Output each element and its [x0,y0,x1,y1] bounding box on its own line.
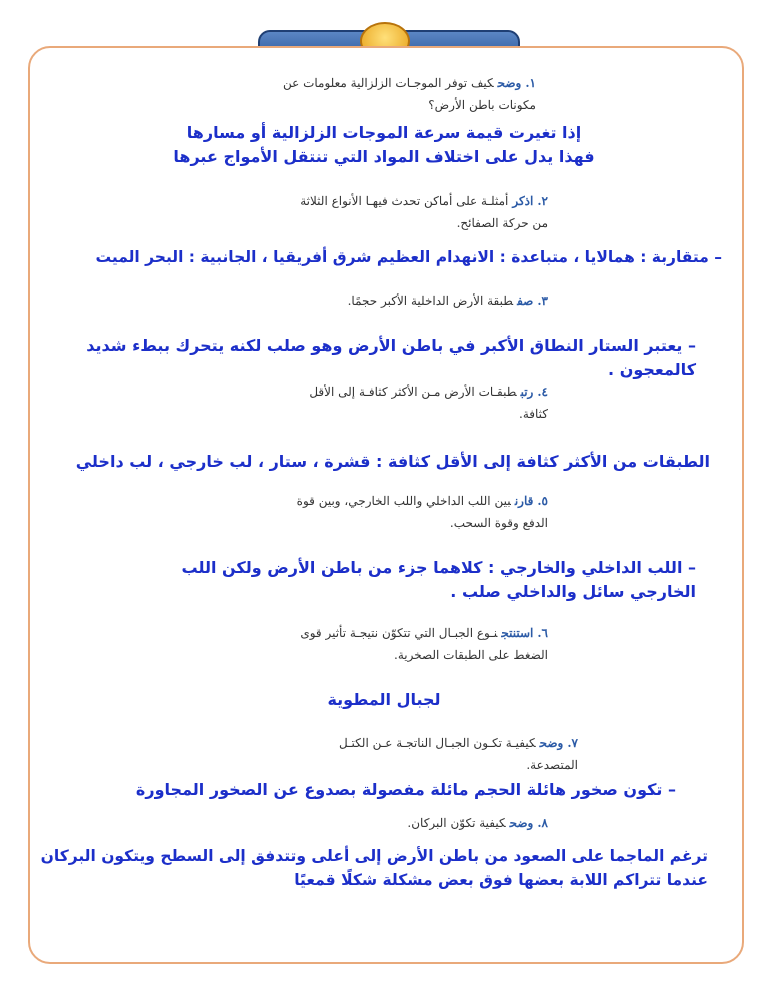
question-number: ٦. [537,626,548,640]
question-5 [297,490,548,534]
question-4 [309,381,548,425]
question-number: ٤. [537,385,548,399]
question-text: طبقة الأرض الداخلية الأكبر حجمًا. [347,294,514,308]
question-1 [283,72,536,116]
answer-line: عندما تتراكم اللابة بعضها فوق بعض مشكلة شكلًا قمعيًا [294,871,708,889]
answer-line: ترغم الماجما على الصعود من باطن الأرض إلى أعلى وتتدفق إلى السطح ويتكون البركان [40,847,708,865]
question-text-cont: الضغط على الطبقات الصخرية. [394,648,548,662]
answer-line: الخارجي سائل والداخلي صلب . [450,582,696,601]
question-3 [348,290,548,312]
answer-3 [86,334,696,382]
question-text-cont: المتصدعة. [526,758,578,772]
question-number: ٢. [537,194,548,208]
question-number: ٨. [537,816,548,830]
question-7 [339,732,578,776]
question-2 [300,190,548,234]
question-text: كيف توفر الموجـات الزلزالية معلومات عن [282,76,494,90]
question-verb: قارن [514,494,534,508]
answer-line: فهذا يدل على اختلاف المواد التي تنتقل الأمواج عبرها [173,147,595,166]
answer-4: الطبقات من الأكثر كثافة إلى الأقل كثافة : قشرة ، ستار ، لب خارجي ، لب داخلي [75,452,710,471]
question-text-cont: مكونات باطن الأرض؟ [428,98,536,112]
question-text: نـوع الجبـال التي تتكوّن نتيجـة تأثير قوى [300,626,498,640]
answer-7: – تكون صخور هائلة الحجم مائلة مفصولة بصدوع عن الصخور المجاورة [135,780,676,799]
question-text: كيفيـة تكـون الجبـال الناتجـة عـن الكتـل [338,736,536,750]
question-verb: وضح [539,736,564,750]
question-text: أمثلـة على أماكن تحدث فيهـا الأنواع الثلاثة [300,194,509,208]
question-number: ٧. [567,736,578,750]
question-number: ٥. [537,494,548,508]
question-verb: صف [517,294,534,308]
question-text-cont: الدفع وقوة السحب. [449,516,548,530]
answer-6: لجبال المطوية [327,690,441,709]
question-8 [407,812,548,834]
question-verb: استنتج [501,626,534,640]
answer-8 [41,844,708,892]
answer-line: – يعتبر الستار النطاق الأكبر في باطن الأرض وهو صلب لكنه يتحرك ببطء شديد [86,336,696,355]
answer-5 [182,556,697,604]
question-text: بين اللب الداخلي واللب الخارجي، وبين قوة [296,494,511,508]
answer-line: كالمعجون . [608,360,696,379]
answer-line: – اللب الداخلي والخارجي : كلاهما جزء من باطن الأرض ولكن اللب [181,558,696,577]
question-text: طبقـات الأرض مـن الأكثر كثافـة إلى الأقل [309,385,517,399]
answer-2: – متقاربة : همالايا ، متباعدة : الانهدام العظيم شرق أفريقيا ، الجانبية : البحر الميت [95,248,722,266]
question-text: كيفية تكوّن البركان. [407,816,506,830]
question-text-cont: من حركة الصفائح. [456,216,548,230]
question-verb: رتب [520,385,534,399]
question-verb: اذكر [512,194,534,208]
question-6 [300,622,548,666]
question-verb: وضح [509,816,534,830]
question-number: ١. [525,76,536,90]
question-text-cont: كثافة. [519,407,548,421]
answer-line: إذا تغيرت قيمة سرعة الموجات الزلزالية أو مسارها [186,123,582,142]
question-verb: وضح [497,76,522,90]
answer-1 [0,121,768,169]
question-number: ٣. [537,294,548,308]
